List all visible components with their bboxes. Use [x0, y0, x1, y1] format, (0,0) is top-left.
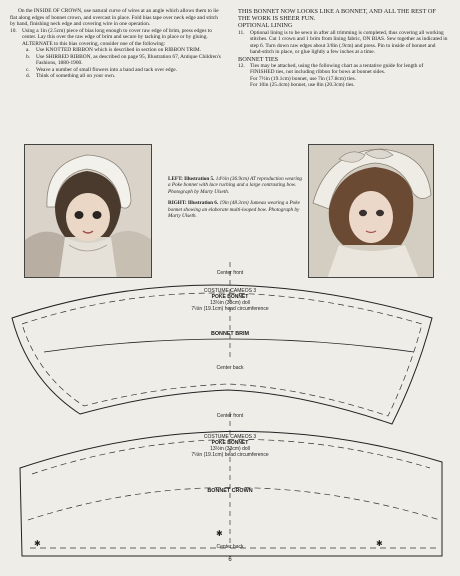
- crown-size-head: 7½in (19.1cm) bead circumference: [191, 452, 269, 458]
- brim-title: POKE BONNET: [211, 294, 249, 300]
- option-text: Weave a number of small flowers into a band and tack over edge.: [36, 66, 178, 73]
- asterisk-mark: ✱: [34, 539, 41, 548]
- ties-size-large: For 10in (25.4cm) bonnet, use 8in (20.3cm) ties.: [250, 82, 355, 89]
- caption-right-text: 19in (48.3cm) Jumeau wearing a Poke bonnet showing an elaborate multi-looped bow. Photograph by Marty Ulseth.: [168, 200, 300, 220]
- option-label: b.: [26, 53, 31, 60]
- step-number: 10.: [10, 27, 17, 34]
- brim-size-doll: 13½in (33cm) doll: [210, 300, 250, 306]
- alternate-paragraph: ALTERNATE to this bias covering, consider one of the following:: [22, 40, 166, 47]
- optional-lining-heading: OPTIONAL LINING: [238, 22, 293, 30]
- option-text: Think of something all on your own.: [36, 73, 116, 79]
- option-text: Use KNOTTED RIBBON which is described in section on RIBBON TRIM.: [36, 47, 202, 53]
- step-text: Optional lining is to be sewn in after all trimming is completed, thus covering all working stitches. Cut 1 crown and 1 brim from lining fabric, ON BIAS. Sew together as indicated in step 6. Turn down raw edges about 3/8in (.9cm) and press. Pin to inside of bonnet and hand-stitch in place, or glue lightly a few inches at a time.: [250, 29, 448, 56]
- finish-heading: THIS BONNET NOW LOOKS LIKE A BONNET, AND ALL THE REST OF THE WORK IS SHEER FUN.: [238, 8, 436, 23]
- intro-paragraph: On the INSIDE OF CROWN, use natural curve of wires at an angle which allows them to lie flat along edges of bonnet crown, and overcast in place. Fold bias tape over neck edge and stitch by hand, finishing neck edge and covering wire in one operation.: [10, 8, 219, 27]
- page-number: 6: [228, 557, 232, 563]
- asterisk-mark: ✱: [216, 529, 223, 538]
- crown-series: COSTUME CAMEOS 3: [203, 434, 257, 440]
- caption-left-label: LEFT: Illustration 5.: [168, 176, 215, 182]
- bonnet-ties-heading: BONNET TIES: [238, 55, 279, 63]
- ties-size-small: For 7½in (19.1cm) bonnet, use 7in (17.8cm) ties.: [250, 75, 356, 82]
- brim-center-front: Center front: [216, 270, 244, 276]
- brim-name: BONNET BRIM: [210, 331, 250, 337]
- asterisk-mark: ✱: [376, 539, 383, 548]
- crown-title: POKE BONNET: [211, 440, 249, 446]
- brim-series: COSTUME CAMEOS 3: [203, 288, 257, 294]
- step-number: 12.: [238, 62, 245, 69]
- step-text: Using a 1in (2.5cm) piece of bias long enough to cover raw edge of brim, press edges to center. Lay this over the raw edge of brim and secure by tacking in place or by gluing.: [22, 27, 212, 40]
- crown-size-doll: 13½in (33cm) doll: [210, 446, 250, 452]
- crown-center-front: Center front: [216, 413, 244, 419]
- step-text: Ties may be attached, using the following chart as a tentative guide for length of FINISHED ties, not including ribbon for bows at bonnet sides.: [250, 62, 424, 76]
- caption-right-label: RIGHT: Illustration 6.: [168, 200, 219, 207]
- bonnet-brim-piece: [12, 262, 432, 424]
- option-label: d.: [26, 73, 31, 79]
- option-label: a.: [26, 47, 30, 53]
- step-number: 11.: [238, 29, 245, 36]
- option-label: c.: [26, 66, 30, 73]
- crown-name: BONNET CROWN: [207, 488, 253, 494]
- crown-center-back: Center back: [216, 544, 244, 550]
- option-text: Use SHIRRED RIBBON, as described on page 95, Illustration 67, Antique Children's Fashions, 1880-1900.: [36, 53, 221, 66]
- crown-label-block: [150, 434, 310, 458]
- brim-label-block: [150, 288, 310, 312]
- brim-size-head: 7½in (19.1cm) head circumference: [191, 306, 269, 312]
- caption-left-text: 14½in (36.9cm) AT reproduction wearing a Poke bonnet with lace ruching and a large contrasting bow. Photograph by Marty Ulseth.: [168, 176, 303, 195]
- brim-center-back: Center back: [216, 365, 244, 371]
